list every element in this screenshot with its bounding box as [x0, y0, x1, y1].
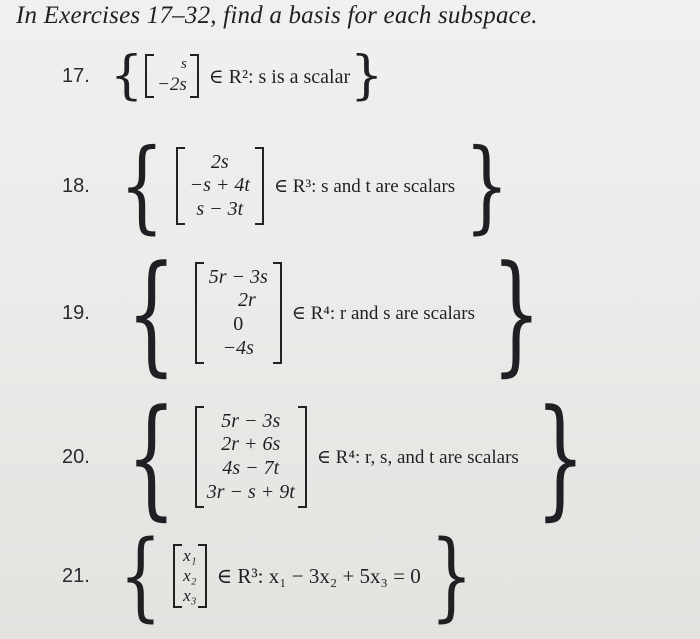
exercise-instructions: In Exercises 17–32, find a basis for each subspace.	[16, 2, 538, 29]
vector-matrix	[173, 544, 206, 608]
matrix-entry: 2r	[237, 289, 256, 312]
matrix-entry: 3r − s + 9t	[206, 480, 295, 503]
right-brace: }	[464, 127, 510, 244]
vector-matrix	[145, 54, 199, 98]
right-brace: }	[535, 381, 585, 533]
exercise-number: 20.	[62, 445, 90, 468]
set-condition: ∈ R⁴: r, s, and t are scalars	[316, 446, 519, 468]
set-condition: ∈ R⁴: r and s are scalars	[291, 302, 475, 324]
matrix-entry: x₃	[183, 586, 197, 606]
matrix-entry: 0	[233, 313, 244, 335]
left-brace: {	[110, 46, 144, 106]
exercise-number: 18.	[62, 174, 90, 197]
matrix-entry: −4s	[222, 336, 254, 359]
exercise-19	[62, 237, 558, 389]
set-condition: ∈ R³: x₁ − 3x₂ + 5x₃ = 0	[216, 563, 421, 588]
matrix-entry: −2s	[157, 73, 187, 95]
left-brace: {	[119, 520, 162, 632]
matrix-entry: 2s	[210, 150, 229, 173]
right-brace: }	[350, 46, 384, 106]
matrix-entry: 2r + 6s	[221, 433, 281, 456]
exercise-number: 17.	[62, 64, 90, 87]
left-brace: {	[119, 127, 165, 244]
left-brace: {	[126, 381, 177, 533]
exercise-17	[62, 46, 384, 106]
matrix-entry: −s + 4t	[189, 174, 250, 197]
matrix-entry: 5r − 3s	[221, 409, 281, 432]
set-condition: ∈ R²: s is a scalar	[208, 65, 351, 88]
vector-matrix	[195, 406, 307, 508]
exercise-number: 19.	[62, 301, 90, 324]
right-brace: }	[429, 520, 473, 632]
matrix-entry: 4s − 7t	[222, 457, 280, 479]
matrix-entry: s − 3t	[196, 197, 244, 220]
exercise-number: 21.	[62, 564, 90, 587]
matrix-entry: s	[180, 55, 187, 72]
right-brace: }	[491, 237, 542, 389]
matrix-entry: 5r − 3s	[208, 265, 268, 288]
vector-matrix	[195, 262, 282, 364]
exercise-18	[62, 127, 519, 244]
vector-matrix	[176, 147, 264, 226]
exercise-21	[62, 520, 482, 632]
matrix-entry: x₁	[183, 545, 197, 565]
left-brace: {	[126, 237, 177, 389]
matrix-entry: x₂	[183, 565, 197, 585]
set-condition: ∈ R³: s and t are scalars	[273, 175, 456, 197]
exercise-20	[62, 381, 602, 533]
